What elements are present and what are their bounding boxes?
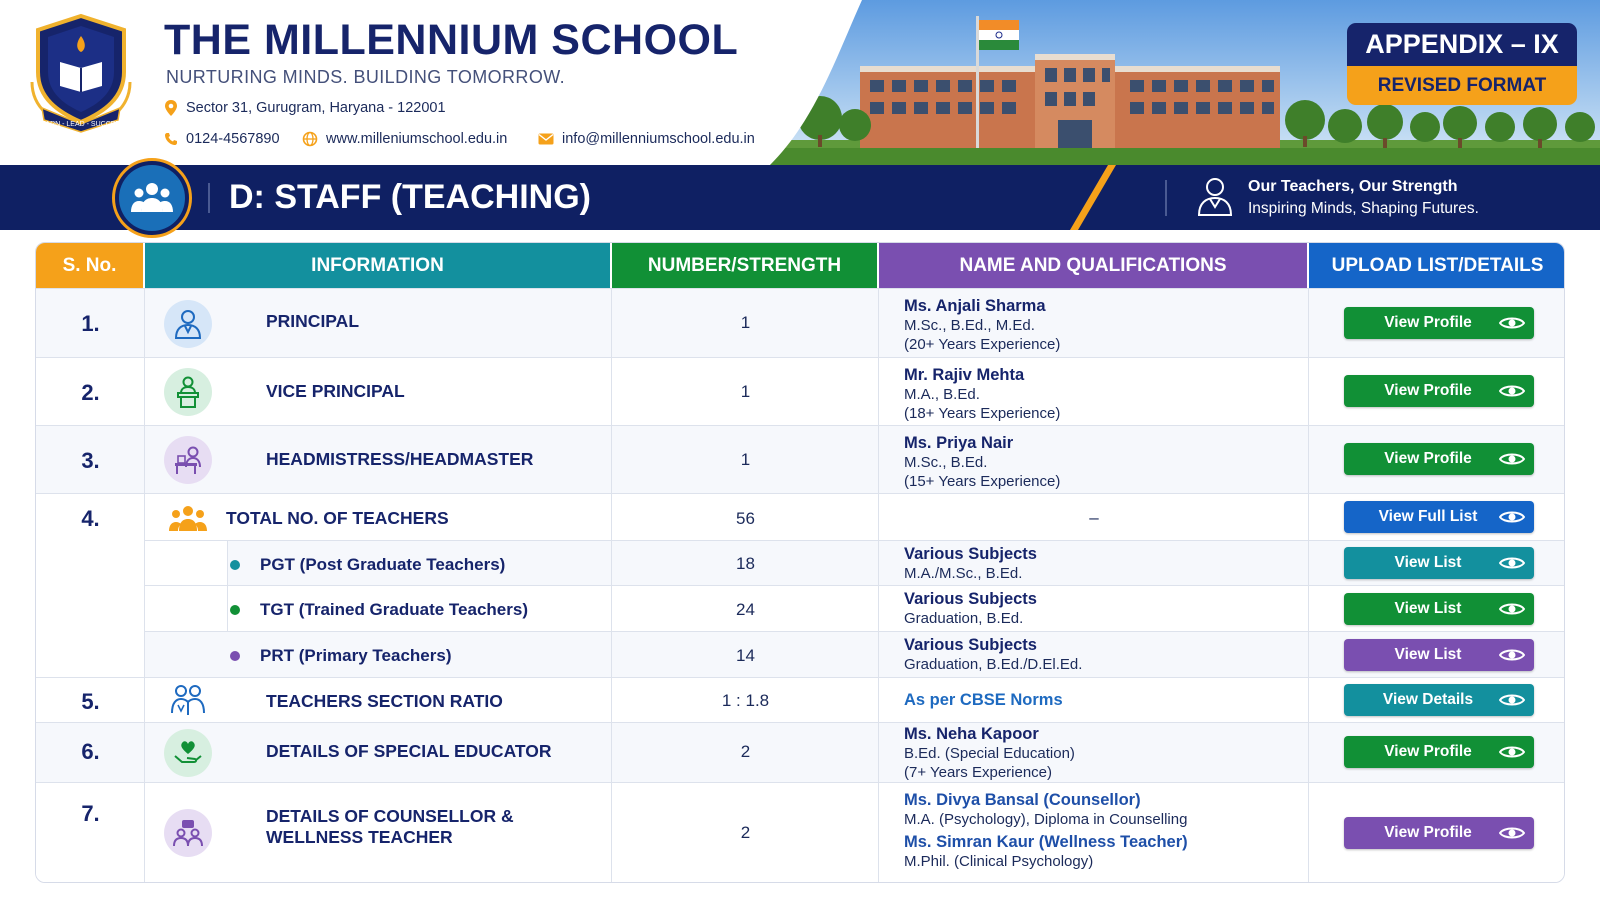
view-full-list-button[interactable] — [1344, 501, 1534, 533]
teacher-desk-icon — [164, 436, 212, 484]
eye-icon — [1490, 316, 1534, 330]
subject-name: Various Subjects — [904, 545, 1037, 563]
globe-icon — [302, 131, 318, 147]
table-row-special-educator — [36, 722, 1565, 782]
button-label: View Profile — [1384, 824, 1472, 841]
button-label: View Profile — [1384, 314, 1472, 331]
subject-name: Various Subjects — [904, 636, 1037, 654]
row-number: 7. — [81, 801, 100, 826]
table-row-section-ratio — [36, 677, 1565, 722]
button-label: View Details — [1382, 691, 1474, 708]
bullet-teal — [230, 560, 240, 570]
experience: (7+ Years Experience) — [904, 764, 1053, 781]
number-value: 2 — [740, 823, 751, 842]
number-value: 1 — [740, 382, 751, 401]
norms-text: As per CBSE Norms — [904, 691, 1063, 709]
phone-icon — [164, 132, 178, 146]
qualification: B.Ed. (Special Education) — [904, 745, 1075, 762]
table-row-prt — [145, 631, 1565, 677]
section-bar-accent — [1070, 165, 1120, 230]
row-number: 1. — [81, 311, 100, 336]
staff-table — [35, 242, 1565, 883]
qualification: M.A., B.Ed. — [904, 386, 980, 403]
wellness-qualification: M.Phil. (Clinical Psychology) — [904, 853, 1094, 870]
info-label: VICE PRINCIPAL — [266, 381, 405, 401]
website-contact[interactable] — [302, 131, 507, 147]
button-label: View Profile — [1384, 450, 1472, 467]
header-name: NAME AND QUALIFICATIONS — [879, 243, 1309, 288]
bullet-purple — [230, 651, 240, 661]
name-qualifications — [904, 434, 1060, 491]
name-qualifications — [904, 636, 1082, 674]
section-badge — [112, 158, 192, 238]
appendix-subtitle: REVISED FORMAT — [1347, 66, 1577, 105]
qualification: M.Sc., B.Ed., M.Ed. — [904, 317, 1035, 334]
email-icon — [538, 133, 554, 145]
appendix-title: APPENDIX – IX — [1347, 23, 1577, 66]
name-qualifications — [904, 791, 1188, 871]
staff-name: Ms. Priya Nair — [904, 434, 1014, 452]
view-profile-button[interactable] — [1344, 736, 1534, 768]
table-row-tgt — [145, 585, 1565, 631]
eye-icon — [1490, 452, 1534, 466]
section-title: D: STAFF (TEACHING) — [229, 178, 591, 216]
button-label: View List — [1394, 600, 1462, 617]
row-number: 2. — [81, 380, 100, 405]
school-logo — [22, 12, 140, 134]
subject-name: Various Subjects — [904, 590, 1037, 608]
row-number: 5. — [81, 689, 100, 714]
row-number: 4. — [81, 506, 100, 531]
group-icon — [130, 180, 174, 216]
info-label: PGT (Post Graduate Teachers) — [260, 555, 506, 574]
heart-hands-icon — [164, 729, 212, 777]
ratio-people-icon — [164, 676, 212, 724]
name-qualifications — [904, 545, 1037, 583]
staff-name: Mr. Rajiv Mehta — [904, 366, 1025, 384]
header-upload: UPLOAD LIST/DETAILS — [1309, 243, 1565, 288]
info-label: TOTAL NO. OF TEACHERS — [226, 508, 449, 528]
header-number: NUMBER/STRENGTH — [612, 243, 879, 288]
row-number: 6. — [81, 739, 100, 764]
number-value: 18 — [736, 554, 755, 573]
number-value: 2 — [740, 742, 751, 761]
button-label: View Full List — [1378, 508, 1478, 525]
view-profile-button[interactable] — [1344, 817, 1534, 849]
address-contact — [164, 100, 446, 116]
eye-icon — [1490, 556, 1534, 570]
logo-ribbon-text: LEARN - LEAD - SUCCEED — [36, 121, 126, 128]
number-value: 24 — [736, 600, 755, 619]
button-label: View Profile — [1384, 743, 1472, 760]
staff-name: Ms. Neha Kapoor — [904, 725, 1039, 743]
info-label: DETAILS OF SPECIAL EDUCATOR — [266, 741, 552, 761]
wellness-teacher-name: Ms. Simran Kaur (Wellness Teacher) — [904, 833, 1188, 851]
motto-line-1: Our Teachers, Our Strength — [1248, 178, 1458, 195]
experience: (20+ Years Experience) — [904, 336, 1061, 353]
name-qualifications — [904, 366, 1060, 423]
email-link[interactable]: info@millenniumschool.edu.in — [562, 131, 755, 147]
eye-icon — [1490, 826, 1534, 840]
phone-contact — [164, 131, 280, 147]
table-row-pgt — [145, 540, 1565, 585]
counsellor-qualification: M.A. (Psychology), Diploma in Counselling — [904, 811, 1188, 828]
info-label: HEADMISTRESS/HEADMASTER — [266, 449, 534, 469]
eye-icon — [1490, 745, 1534, 759]
principal-icon — [164, 300, 212, 348]
number-value: 1 — [740, 450, 751, 469]
appendix-badge — [1347, 23, 1577, 105]
motto-line-2: Inspiring Minds, Shaping Futures. — [1248, 200, 1479, 217]
info-label: PRINCIPAL — [266, 311, 360, 331]
qualification: M.A./M.Sc., B.Ed. — [904, 565, 1023, 582]
header — [0, 0, 1600, 165]
podium-speaker-icon — [164, 368, 212, 416]
table-row-counsellor — [36, 782, 1565, 883]
phone-text: 0124-4567890 — [186, 131, 280, 147]
eye-icon — [1490, 693, 1534, 707]
counsellor-chat-icon — [164, 809, 212, 857]
table-header — [36, 243, 1565, 288]
qualification: Graduation, B.Ed. — [904, 610, 1024, 627]
view-profile-button[interactable] — [1344, 375, 1534, 407]
teachers-group-icon — [164, 494, 212, 542]
header-information: INFORMATION — [145, 243, 612, 288]
eye-icon — [1490, 510, 1534, 524]
section-divider — [208, 183, 210, 213]
info-label: PRT (Primary Teachers) — [260, 646, 452, 665]
email-contact[interactable] — [538, 131, 755, 147]
teacher-icon — [1196, 176, 1234, 216]
info-label-line-1: DETAILS OF COUNSELLOR & — [266, 806, 514, 826]
name-qualifications — [904, 590, 1037, 628]
name-qualifications — [904, 297, 1060, 354]
website-link[interactable]: www.milleniumschool.edu.in — [326, 131, 508, 147]
empty-dash: – — [1089, 508, 1099, 527]
header-sno: S. No. — [36, 243, 145, 288]
number-value: 56 — [736, 509, 755, 528]
number-value: 14 — [736, 646, 755, 665]
eye-icon — [1490, 648, 1534, 662]
staff-name: Ms. Anjali Sharma — [904, 297, 1046, 315]
counsellor-name: Ms. Divya Bansal (Counsellor) — [904, 791, 1141, 809]
bullet-green — [230, 605, 240, 615]
ratio-value: 1 : 1.8 — [721, 691, 770, 710]
table-row-headmistress — [36, 425, 1565, 493]
button-label: View List — [1394, 646, 1462, 663]
name-qualifications — [904, 725, 1075, 782]
view-list-button[interactable] — [1344, 639, 1534, 671]
number-value: 1 — [740, 313, 751, 332]
experience: (15+ Years Experience) — [904, 473, 1061, 490]
info-label — [266, 806, 514, 848]
name-qualifications — [904, 691, 1063, 710]
school-name: THE MILLENNIUM SCHOOL — [164, 16, 739, 64]
view-list-button[interactable] — [1344, 547, 1534, 579]
location-pin-icon — [164, 100, 178, 116]
eye-icon — [1490, 384, 1534, 398]
motto-divider — [1165, 180, 1167, 216]
qualification: M.Sc., B.Ed. — [904, 454, 988, 471]
view-profile-button[interactable] — [1344, 307, 1534, 339]
info-label-line-2: WELLNESS TEACHER — [266, 827, 453, 847]
school-tagline: NURTURING MINDS. BUILDING TOMORROW. — [166, 67, 566, 87]
button-label: View List — [1394, 554, 1462, 571]
experience: (18+ Years Experience) — [904, 405, 1061, 422]
eye-icon — [1490, 602, 1534, 616]
view-list-button[interactable] — [1344, 593, 1534, 625]
button-label: View Profile — [1384, 382, 1472, 399]
qualification: Graduation, B.Ed./D.El.Ed. — [904, 656, 1083, 673]
info-label: TGT (Trained Graduate Teachers) — [260, 600, 528, 619]
address-text: Sector 31, Gurugram, Haryana - 122001 — [186, 100, 446, 116]
view-details-button[interactable] — [1344, 684, 1534, 716]
table-row-total-teachers — [145, 493, 1565, 540]
view-profile-button[interactable] — [1344, 443, 1534, 475]
table-row-vice-principal — [36, 357, 1565, 425]
info-label: TEACHERS SECTION RATIO — [266, 691, 503, 711]
row-number: 3. — [81, 448, 100, 473]
table-row-principal — [36, 288, 1565, 357]
